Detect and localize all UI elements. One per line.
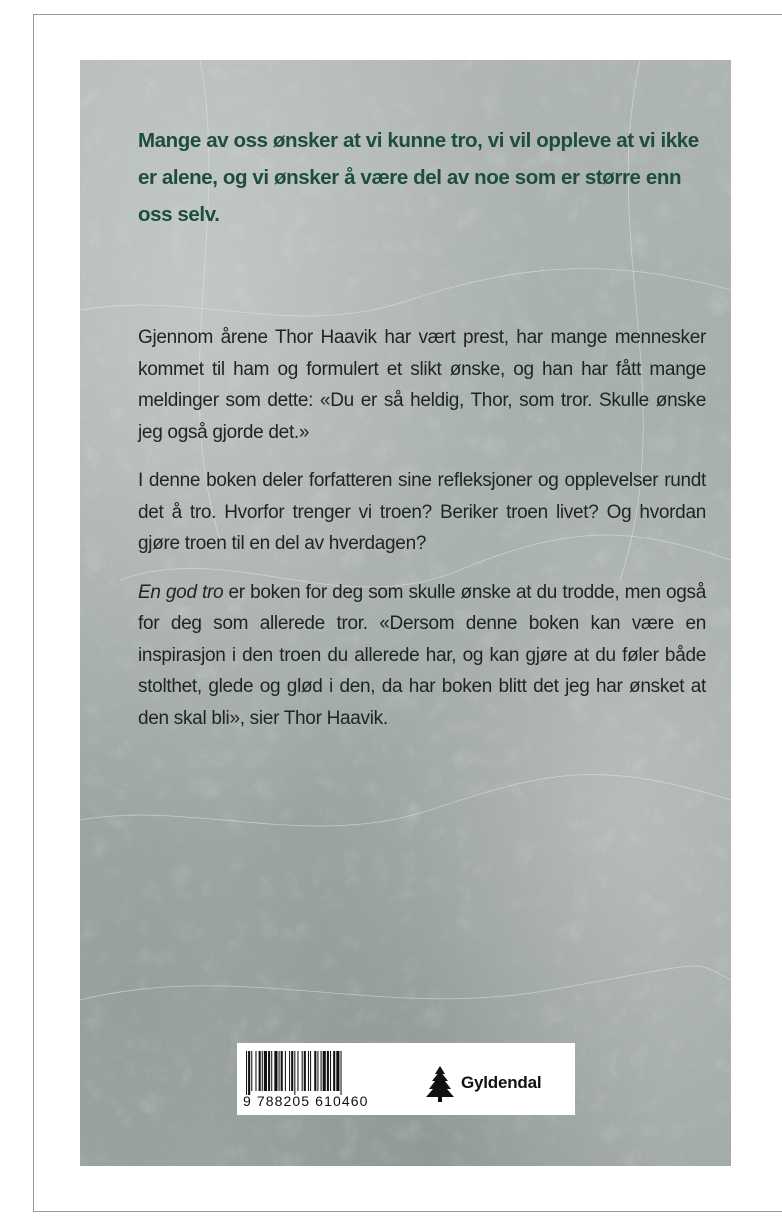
barcode-icon — [244, 1051, 414, 1095]
description-paragraph-rest: er boken for deg som skulle ønske at du trodde, men også for deg som allerede tror. «Dersom denne boken kan være en inspirasjon i den troen du allerede har, og kan gjøre at du føler både stolthet, glede og glød i den, da har boken blitt det jeg har ønsket at den skal bli», sier Thor Haavik. — [138, 581, 706, 729]
isbn-number: 9 788205 610460 — [243, 1093, 369, 1109]
description-paragraph: Gjennom årene Thor Haavik har vært prest, har mange mennesker kommet til ham og formulert et slikt ønske, og han har fått mange meldinger som dette: «Du er så heldig, Thor, som tror. Skulle ønske jeg også gjorde det.» — [138, 327, 706, 443]
lead-paragraph: Mange av oss ønsker at vi kunne tro, vi vil oppleve at vi ikke er alene, og vi ønsker å være del av noe som er større enn oss selv. — [138, 129, 699, 226]
publisher-logo-text: Gyldendal — [461, 1073, 542, 1092]
description-paragraph: I denne boken deler forfatteren sine refleksjoner og opplevelser rundt det å tro. Hvorfor trenger vi troen? Beriker troen livet? Og hvordan gjøre troen til en del av hverdagen? — [138, 470, 706, 554]
barcode-panel — [237, 1043, 575, 1115]
tree-icon — [423, 1065, 457, 1103]
book-title-italic: En god tro — [138, 581, 224, 603]
description-body — [138, 322, 706, 751]
description-paragraph — [138, 577, 706, 735]
back-cover — [80, 60, 731, 1166]
